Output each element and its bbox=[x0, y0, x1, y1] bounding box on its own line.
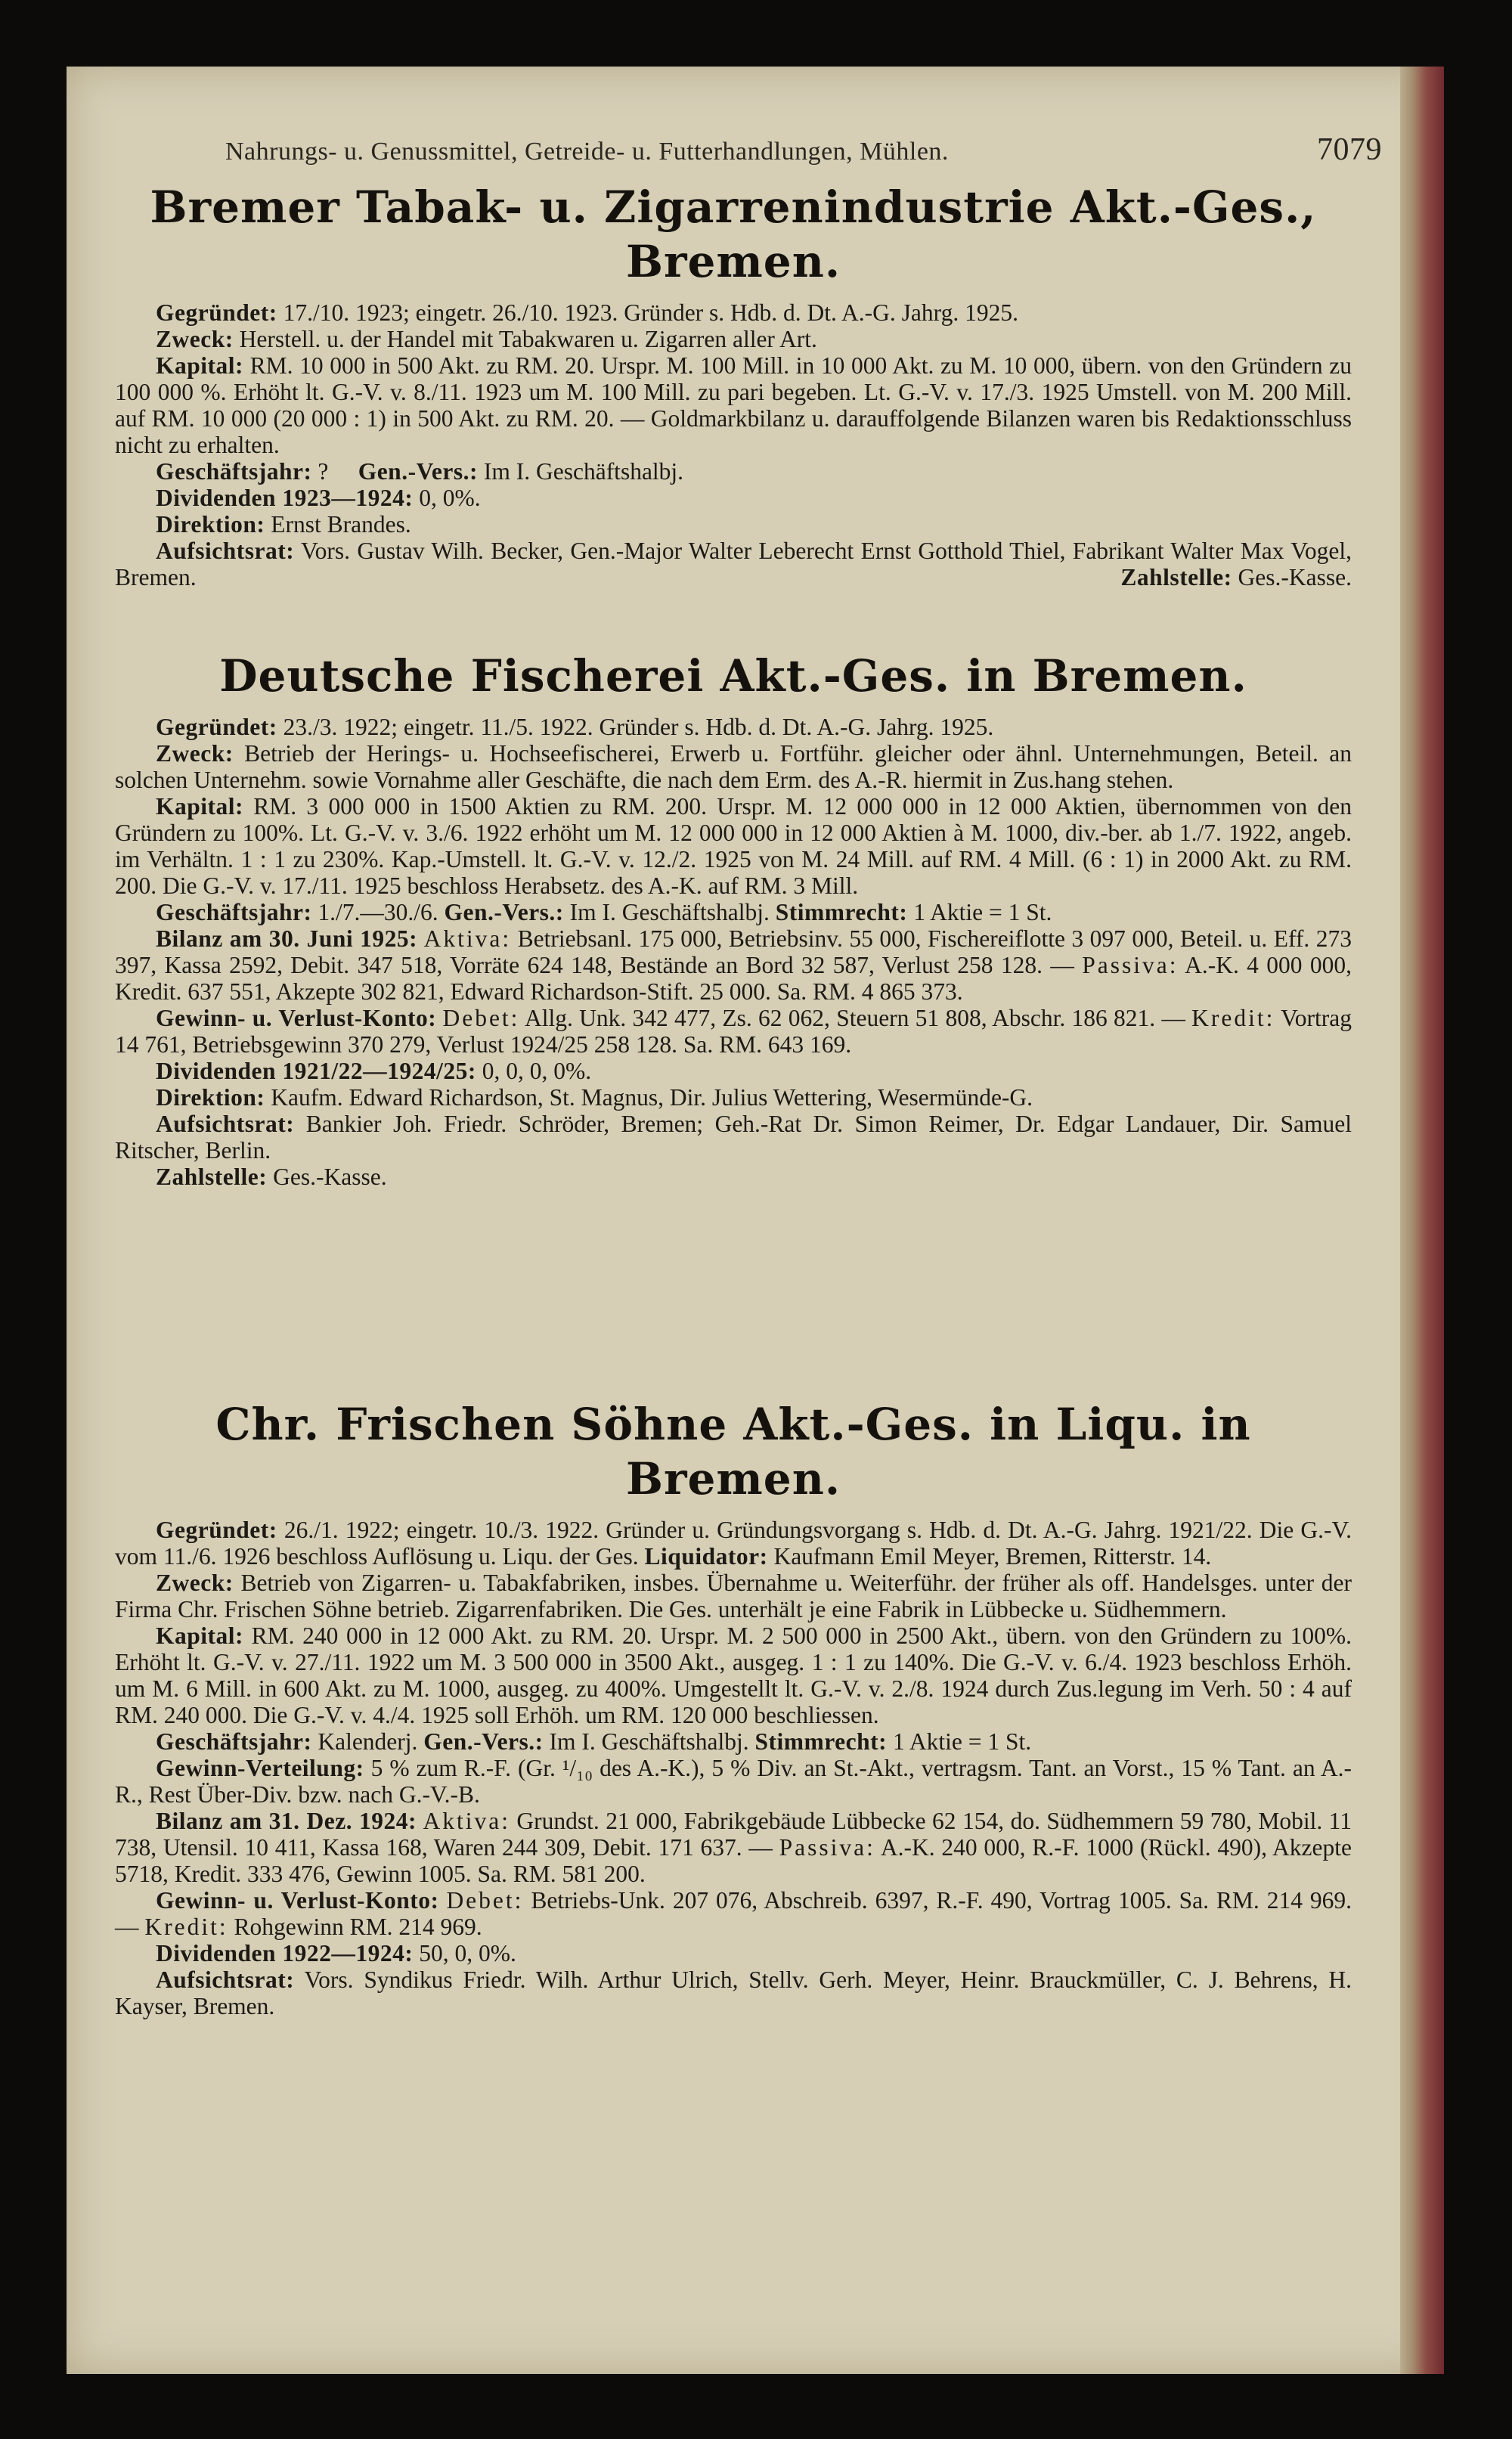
text-direktion: Kaufm. Edward Richardson, St. Magnus, Dir. Julius Wettering, Wesermünde-G. bbox=[271, 1084, 1033, 1111]
company-title: Bremer Tabak- u. Zigarrenindustrie Akt.-Ges., Bremen. bbox=[150, 181, 1317, 287]
text-gen-vers: Im I. Geschäftshalbj. bbox=[569, 899, 770, 925]
label-aufsichtsrat: Aufsichtsrat: bbox=[156, 538, 295, 564]
text-dividenden: 0, 0, 0, 0%. bbox=[482, 1058, 592, 1084]
text-dividenden: 0, 0%. bbox=[419, 485, 481, 511]
text-gegruendet: 23./3. 1922; eingetr. 11./5. 1922. Gründer s. Hdb. d. Dt. A.-G. Jahrg. 1925. bbox=[283, 714, 994, 740]
text-aktiva: Grundst. 21 000, Fabrikgebäude Lübbecke 62 154, do. Südhemmern 59 780, Mobil. 11 738, Utensil. 10 411, Kassa 168, Waren 244 309, Debit. 171 637. — bbox=[115, 1808, 1352, 1861]
label-geschaeftsjahr: Geschäftsjahr: bbox=[156, 899, 312, 925]
text-debet: Allg. Unk. 342 477, Zs. 62 062, Steuern 51 808, Abschr. 186 821. — bbox=[524, 1005, 1185, 1031]
text-aufsichtsrat: Vors. Gustav Wilh. Becker, Gen.-Major Walter Leberecht Ernst Gotthold Thiel, Fabrikant Walter Max Vogel, Bremen. bbox=[115, 538, 1352, 590]
label-direktion: Direktion: bbox=[156, 511, 265, 538]
text-dividenden: 50, 0, 0%. bbox=[419, 1940, 516, 1966]
label-bilanz: Bilanz am 31. Dez. 1924: bbox=[156, 1808, 417, 1834]
text-gegruendet: 17./10. 1923; eingetr. 26./10. 1923. Gründer s. Hdb. d. Dt. A.-G. Jahrg. 1925. bbox=[283, 299, 1018, 326]
text-zahlstelle: Ges.-Kasse. bbox=[273, 1164, 387, 1190]
label-dividenden: Dividenden 1921/22—1924/25: bbox=[156, 1058, 476, 1084]
section-chr-frischen bbox=[115, 1397, 1352, 2019]
book-page bbox=[67, 67, 1444, 2374]
text-aufsichtsrat: Vors. Syndikus Friedr. Wilh. Arthur Ulrich, Stellv. Gerh. Meyer, Heinr. Brauckmüller, C. J. Behrens, H. Kayser, Bremen. bbox=[115, 1966, 1352, 2019]
text-zweck: Herstell. u. der Handel mit Tabakwaren u. Zigarren aller Art. bbox=[239, 326, 817, 352]
text-aktiva: Betriebsanl. 175 000, Betriebsinv. 55 000, Fischereiflotte 3 097 000, Beteil. u. Eff. 273 397, Kassa 2592, Debit. 347 518, Vorräte 624 148, Bestände an Bord 32 587, Verlust 258 128. — bbox=[115, 925, 1352, 978]
text-gen-vers: Im I. Geschäftshalbj. bbox=[483, 458, 684, 485]
label-zweck: Zweck: bbox=[156, 1570, 234, 1596]
label-kredit: Kredit: bbox=[144, 1914, 228, 1940]
text-kapital: RM. 10 000 in 500 Akt. zu RM. 20. Urspr. M. 100 Mill. in 10 000 Akt. zu M. 10 000, übern. von den Gründern zu 100 000 %. Erhöht lt. G.-V. v. 8./11. 1923 um M. 100 Mill. zu pari begeben. Lt. G.-V. v. 17./3. 1925 Umstell. von M. 200 Mill. auf RM. 10 000 (20 000 : 1) in 500 Akt. zu RM. 20. — Goldmarkbilanz u. darauffolgende Bilanzen waren bis Redaktionsschluss nicht zu erhalten. bbox=[115, 352, 1352, 458]
label-bilanz: Bilanz am 30. Juni 1925: bbox=[156, 925, 418, 952]
text-gegruendet: 26./1. 1922; eingetr. 10./3. 1922. Gründer u. Gründungsvorgang s. Hdb. d. Dt. A.-G. Jahrg. 1921/22. Die G.-V. vom 11./6. 1926 beschloss Auflösung u. Liqu. der Ges. bbox=[115, 1517, 1352, 1570]
company-title: Chr. Frischen Söhne Akt.-Ges. in Liqu. in Bremen. bbox=[215, 1399, 1251, 1505]
book-spine bbox=[1400, 67, 1444, 2374]
label-gewinn-verlust: Gewinn- u. Verlust-Konto: bbox=[156, 1887, 439, 1914]
text-gewinn-verteilung: 5 % zum R.-F. (Gr. ¹/₁₀ des A.-K.), 5 % Div. an St.-Akt., vertragsm. Tant. an Vorst., 15 % Tant. an A.-R., Rest Über-Div. bzw. nach G.-V.-B. bbox=[115, 1755, 1352, 1808]
text-kredit: Rohgewinn RM. 214 969. bbox=[234, 1914, 482, 1940]
text-stimmrecht: 1 Aktie = 1 St. bbox=[913, 899, 1052, 925]
label-gewinn-verteilung: Gewinn-Verteilung: bbox=[156, 1755, 364, 1781]
label-zweck: Zweck: bbox=[156, 740, 234, 767]
label-aktiva: Aktiva: bbox=[423, 1808, 510, 1834]
label-dividenden: Dividenden 1923—1924: bbox=[156, 485, 414, 511]
label-geschaeftsjahr: Geschäftsjahr: bbox=[156, 458, 312, 485]
label-debet: Debet: bbox=[446, 1887, 524, 1914]
text-debet: Betriebs-Unk. 207 076, Abschreib. 6397, R.-F. 490, Vortrag 1005. Sa. RM. 214 969. — bbox=[115, 1887, 1352, 1940]
text-aufsichtsrat: Bankier Joh. Friedr. Schröder, Bremen; Geh.-Rat Dr. Simon Reimer, Dr. Edgar Landauer, Dir. Samuel Ritscher, Berlin. bbox=[115, 1111, 1352, 1164]
entry-body bbox=[115, 299, 1352, 590]
text-stimmrecht: 1 Aktie = 1 St. bbox=[893, 1728, 1032, 1755]
text-liquidator: Kaufmann Emil Meyer, Bremen, Ritterstr. 14. bbox=[773, 1543, 1212, 1570]
label-zweck: Zweck: bbox=[156, 326, 234, 352]
text-zahlstelle: Ges.-Kasse. bbox=[1238, 564, 1352, 590]
label-aufsichtsrat: Aufsichtsrat: bbox=[156, 1111, 295, 1137]
text-kapital: RM. 3 000 000 in 1500 Aktien zu RM. 200. Urspr. M. 12 000 000 in 12 000 Aktien, übernommen von den Gründern zu 100%. Lt. G.-V. v. 3./6. 1922 erhöht um M. 12 000 000 in 12 000 Aktien à M. 1000, div.-ber. ab 1./7. 1922, angeb. im Verhältn. 1 : 1 zu 230%. Kap.-Umstell. lt. G.-V. v. 12./2. 1925 von M. 24 Mill. auf RM. 4 Mill. (6 : 1) in 2000 Akt. zu RM. 200. Die G.-V. v. 17./11. 1925 beschloss Herabsetz. des A.-K. auf RM. 3 Mill. bbox=[115, 793, 1352, 899]
text-geschaeftsjahr: ? bbox=[318, 458, 329, 485]
running-header bbox=[225, 132, 1382, 169]
label-kapital: Kapital: bbox=[156, 352, 244, 379]
label-gegruendet: Gegründet: bbox=[156, 714, 277, 740]
text-kapital: RM. 240 000 in 12 000 Akt. zu RM. 20. Urspr. M. 2 500 000 in 2500 Akt., übern. von den Gründern zu 100%. Erhöht lt. G.-V. v. 27./11. 1922 um M. 3 500 000 in 3500 Akt., ausgeg. 1 : 1 zu 140%. Die G.-V. v. 6./4. 1923 beschloss Erhöh. um M. 6 Mill. in 600 Akt. zu M. 1000, ausgeg. zu 400%. Umgestellt lt. G.-V. v. 2./8. 1924 durch Zus.legung im Verh. 50 : 4 auf RM. 240 000. Die G.-V. v. 4./4. 1925 soll Erhöh. um RM. 120 000 beschliessen. bbox=[115, 1622, 1352, 1728]
company-title: Deutsche Fischerei Akt.-Ges. in Bremen. bbox=[219, 650, 1247, 702]
label-passiva: Passiva: bbox=[779, 1834, 875, 1861]
label-gegruendet: Gegründet: bbox=[156, 1517, 277, 1543]
running-title: Nahrungs- u. Genussmittel, Getreide- u. Futterhandlungen, Mühlen. bbox=[225, 138, 949, 166]
label-aufsichtsrat: Aufsichtsrat: bbox=[156, 1966, 295, 1993]
label-stimmrecht: Stimmrecht: bbox=[754, 1728, 888, 1755]
label-kapital: Kapital: bbox=[156, 793, 244, 820]
text-gen-vers: Im I. Geschäftshalbj. bbox=[549, 1728, 749, 1755]
page-number: 7079 bbox=[1317, 132, 1382, 167]
label-passiva: Passiva: bbox=[1082, 952, 1179, 978]
text-passiva: A.-K. 4 000 000, Kredit. 637 551, Akzepte 302 821, Edward Richardson-Stift. 25 000. Sa. RM. 4 865 373. bbox=[115, 952, 1352, 1005]
label-kapital: Kapital: bbox=[156, 1622, 244, 1649]
text-zweck: Betrieb von Zigarren- u. Tabakfabriken, insbes. Übernahme u. Weiterführ. der früher als off. Handelsges. unter der Firma Chr. Frischen Söhne betrieb. Zigarrenfabriken. Die Ges. unterhält je eine Fabrik in Lübbecke u. Südhemmern. bbox=[115, 1570, 1352, 1622]
text-geschaeftsjahr: Kalenderj. bbox=[318, 1728, 418, 1755]
label-debet: Debet: bbox=[442, 1005, 520, 1031]
label-zahlstelle: Zahlstelle: bbox=[156, 1164, 268, 1190]
label-zahlstelle: Zahlstelle: bbox=[1120, 564, 1232, 590]
label-gen-vers: Gen.-Vers.: bbox=[358, 458, 479, 485]
label-geschaeftsjahr: Geschäftsjahr: bbox=[156, 1728, 312, 1755]
label-gen-vers: Gen.-Vers.: bbox=[423, 1728, 544, 1755]
text-zweck: Betrieb der Herings- u. Hochseefischerei, Erwerb u. Fortführ. gleicher oder ähnl. Unternehmungen, Beteil. an solchen Unternehm. sowie Vornahme aller Geschäfte, die nach dem Erm. des A.-R. hiermit in Zus.hang stehen. bbox=[115, 740, 1352, 793]
label-gegruendet: Gegründet: bbox=[156, 299, 277, 326]
label-direktion: Direktion: bbox=[156, 1084, 265, 1111]
label-stimmrecht: Stimmrecht: bbox=[775, 899, 908, 925]
label-dividenden: Dividenden 1922—1924: bbox=[156, 1940, 414, 1966]
text-passiva: A.-K. 240 000, R.-F. 1000 (Rückl. 490), Akzepte 5718, Kredit. 333 476, Gewinn 1005. Sa. RM. 581 200. bbox=[115, 1834, 1352, 1887]
section-deutsche-fischerei bbox=[115, 649, 1352, 1190]
text-direktion: Ernst Brandes. bbox=[271, 511, 411, 538]
text-geschaeftsjahr: 1./7.—30./6. bbox=[318, 899, 438, 925]
label-gen-vers: Gen.-Vers.: bbox=[444, 899, 564, 925]
section-bremer-tabak bbox=[115, 180, 1352, 590]
entry-body bbox=[115, 714, 1352, 1190]
label-kredit: Kredit: bbox=[1191, 1005, 1275, 1031]
entry-body bbox=[115, 1517, 1352, 2019]
label-gewinn-verlust: Gewinn- u. Verlust-Konto: bbox=[156, 1005, 437, 1031]
label-aktiva: Aktiva: bbox=[423, 925, 512, 952]
text-kredit: Vortrag 14 761, Betriebsgewinn 370 279, Verlust 1924/25 258 128. Sa. RM. 643 169. bbox=[115, 1005, 1352, 1058]
label-liquidator: Liquidator: bbox=[644, 1543, 768, 1570]
